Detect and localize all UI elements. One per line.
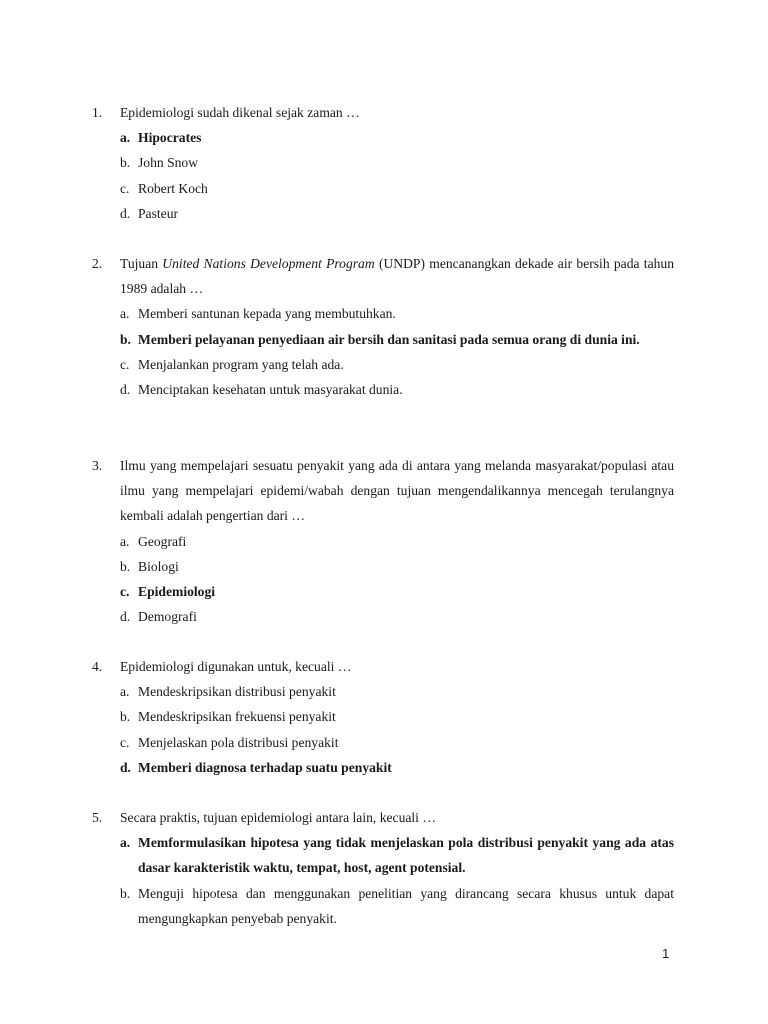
option-letter: c.: [120, 356, 130, 372]
option-list: [92, 679, 674, 780]
option-text: Memberi diagnosa terhadap suatu penyakit: [138, 759, 392, 775]
option-text: Demografi: [138, 609, 197, 625]
question-number: 3.: [92, 458, 103, 473]
option-d-answer: [120, 755, 674, 780]
question-text: Ilmu yang mempelajari sesuatu penyakit yang ada di antara yang melanda masyarakat/populasi atau ilmu yang mempelajari epidemi/wabah dengan tujuan mengendalikannya mencegah terulangnya kembali adalah pengertian dari …: [120, 458, 674, 524]
option-a: [120, 529, 674, 554]
option-list: [92, 125, 674, 226]
option-b: [120, 881, 674, 931]
option-list: [92, 830, 674, 931]
option-text: Memformulasikan hipotesa yang tidak menjelaskan pola distribusi penyakit yang ada atas dasar karakteristik waktu, tempat, host, agent potensial.: [138, 835, 674, 876]
question-number: 4.: [92, 659, 103, 674]
option-letter: a.: [120, 533, 130, 549]
question-2: [92, 251, 674, 402]
option-a: [120, 301, 674, 326]
question-text: Epidemiologi sudah dikenal sejak zaman …: [120, 105, 360, 120]
option-text: Memberi pelayanan penyediaan air bersih dan sanitasi pada semua orang di dunia ini.: [138, 331, 640, 347]
option-a-answer: [120, 830, 674, 880]
option-d: [120, 604, 674, 629]
option-c: [120, 176, 674, 201]
option-letter: d.: [120, 609, 131, 625]
option-letter: a.: [120, 835, 131, 851]
question-text-italic: United Nations Development Program: [162, 256, 375, 271]
option-text: Biologi: [138, 558, 179, 574]
question-1: [92, 100, 674, 226]
option-letter: c.: [120, 734, 130, 750]
option-letter: a.: [120, 684, 130, 700]
option-letter: c.: [120, 180, 130, 196]
question-3: [92, 453, 674, 629]
option-letter: b.: [120, 885, 131, 901]
option-text: Hipocrates: [138, 130, 202, 146]
page-number: 1: [662, 946, 670, 961]
question-number: 2.: [92, 256, 103, 271]
option-d: [120, 201, 674, 226]
option-letter: a.: [120, 130, 131, 146]
option-a-answer: [120, 125, 674, 150]
option-text: Mendeskripsikan frekuensi penyakit: [138, 709, 336, 725]
option-text: Mendeskripsikan distribusi penyakit: [138, 684, 336, 700]
option-letter: b.: [120, 558, 131, 574]
option-letter: d.: [120, 205, 131, 221]
option-b-answer: [120, 327, 674, 352]
question-5: [92, 805, 674, 931]
option-text: Pasteur: [138, 205, 179, 221]
question-4: [92, 654, 674, 780]
option-c-answer: [120, 579, 674, 604]
option-letter: b.: [120, 155, 131, 171]
question-text-prefix: Tujuan: [120, 256, 163, 271]
option-text: Memberi santunan kepada yang membutuhkan.: [138, 306, 396, 322]
option-text: Epidemiologi: [138, 584, 216, 600]
option-text: Menguji hipotesa dan menggunakan penelitian yang dirancang secara khusus untuk dapat mengungkapkan penyebab penyakit.: [138, 885, 674, 926]
option-letter: b.: [120, 331, 131, 347]
option-c: [120, 352, 674, 377]
option-c: [120, 730, 674, 755]
option-b: [120, 704, 674, 729]
option-list: [92, 529, 674, 630]
option-text: Menjalankan program yang telah ada.: [138, 356, 344, 372]
option-list: [92, 301, 674, 402]
option-text: Menciptakan kesehatan untuk masyarakat dunia.: [138, 382, 403, 398]
option-d: [120, 377, 674, 402]
question-text: Secara praktis, tujuan epidemiologi antara lain, kecuali …: [120, 810, 436, 825]
question-number: 5.: [92, 810, 103, 825]
option-a: [120, 679, 674, 704]
question-text-suffix: (UNDP) mencanangkan dekade air bersih pada tahun 1989 adalah …: [120, 256, 675, 297]
option-text: John Snow: [138, 155, 199, 171]
option-b: [120, 150, 674, 175]
question-text: [120, 251, 674, 301]
question-text: Epidemiologi digunakan untuk, kecuali …: [120, 659, 352, 674]
option-letter: b.: [120, 709, 131, 725]
option-text: Geografi: [138, 533, 187, 549]
option-text: Menjelaskan pola distribusi penyakit: [138, 734, 339, 750]
option-letter: c.: [120, 584, 130, 600]
option-b: [120, 554, 674, 579]
option-letter: a.: [120, 306, 130, 322]
option-letter: d.: [120, 759, 131, 775]
option-text: Robert Koch: [138, 180, 208, 196]
option-letter: d.: [120, 382, 131, 398]
question-number: 1.: [92, 105, 103, 120]
